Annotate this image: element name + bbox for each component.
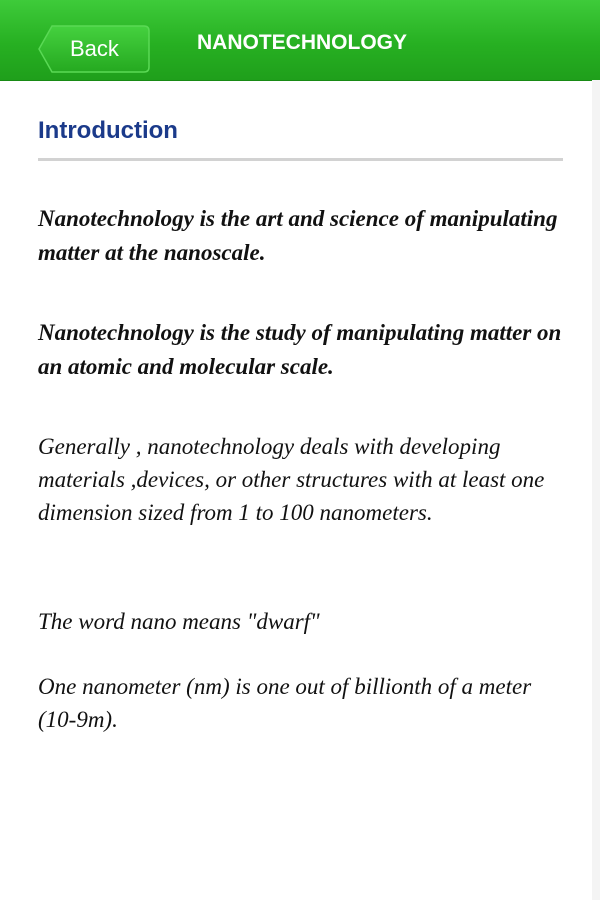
section-divider [38, 158, 563, 161]
section-title: Introduction [38, 117, 178, 144]
intro-paragraph-1: Nanotechnology is the art and science of manipulating matter at the nanoscale. [38, 206, 558, 265]
intro-paragraph-4: The word nano means "dwarf" [38, 609, 320, 634]
page-title: NANOTECHNOLOGY [197, 31, 407, 54]
back-button[interactable] [38, 25, 150, 73]
intro-paragraph-3: Generally , nanotechnology deals with developing materials ,devices, or other structures with at least one dimension sized from 1 to 100 nanometers. [38, 434, 545, 525]
header-bar [0, 0, 600, 81]
scrollbar[interactable] [592, 80, 600, 900]
intro-paragraph-5: One nanometer (nm) is one out of billionth of a meter (10-9m). [38, 674, 532, 732]
intro-paragraph-2: Nanotechnology is the study of manipulating matter on an atomic and molecular scale. [38, 320, 562, 379]
back-button-label: Back [70, 36, 119, 61]
